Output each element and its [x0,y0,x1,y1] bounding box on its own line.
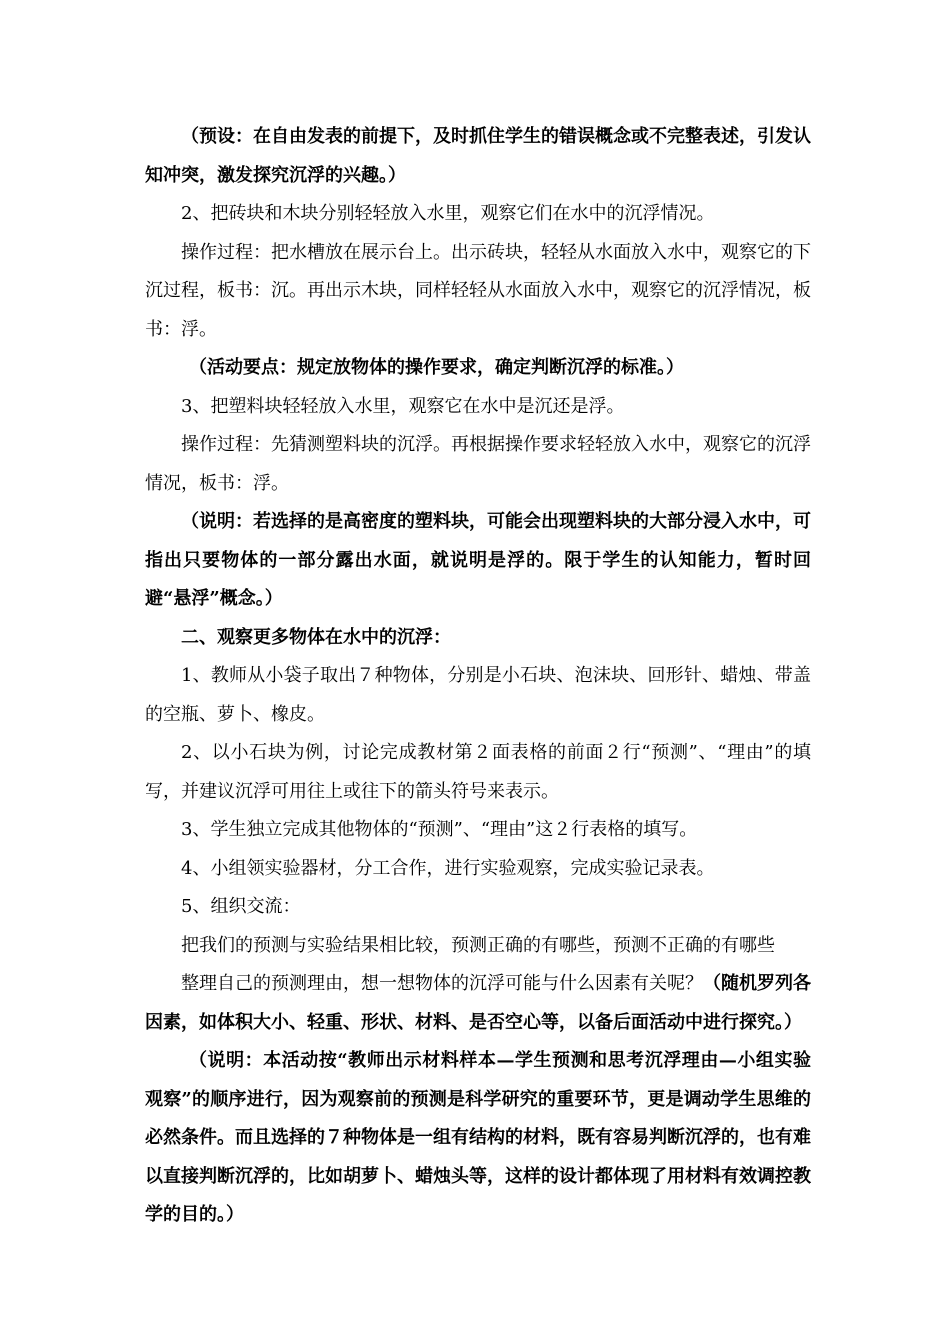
reasoning-prompt [145,965,811,1042]
comparison-prompt: 把我们的预测与实验结果相比较，预测正确的有哪些，预测不正确的有哪些 [181,934,775,956]
step-3-procedure: 操作过程：先猜测塑料块的沉浮。再根据操作要求轻轻放入水中，观察它的沉浮情况，板书：浮。 [145,434,811,494]
preset-note: （预设：在自由发表的前提下，及时抓住学生的错误概念或不完整表述，引发认知冲突，激发探究沉浮的兴趣。） [145,126,811,186]
step-3-heading: 3、把塑料块轻轻放入水里，观察它在水中是沉还是浮。 [181,395,625,417]
document-page [145,118,811,1235]
section-2-heading: 二、观察更多物体在水中的沉浮： [181,626,451,648]
plastic-block-note: （说明：若选择的是高密度的塑料块，可能会出现塑料块的大部分浸入水中，可指出只要物体的一部分露出水面，就说明是浮的。限于学生的认知能力，暂时回避“悬浮”概念。） [145,511,811,609]
step-2-procedure: 操作过程：把水槽放在展示台上。出示砖块，轻轻从水面放入水中，观察它的下沉过程，板书：沉。再出示木块，同样轻轻从水面放入水中，观察它的沉浮情况，板书：浮。 [145,241,811,340]
activity-key-point: （活动要点：规定放物体的操作要求，确定判断沉浮的标准。） [189,357,684,378]
section-2-step-5: 5、组织交流： [181,896,301,917]
section-2-step-1: 1、教师从小袋子取出７种物体，分别是小石块、泡沫块、回形针、蜡烛、带盖的空瓶、萝卜、橡皮。 [145,665,811,725]
section-2-step-4: 4、小组领实验器材，分工合作，进行实验观察，完成实验记录表。 [181,857,715,879]
reasoning-prompt-note: （随机罗列各因素，如体积大小、轻重、形状、材料、是否空心等，以备后面活动中进行探究。） [145,973,811,1033]
section-2-step-2: 2、以小石块为例，讨论完成教材第２面表格的前面２行“预测”、“理由”的填写，并建议沉浮可用往上或往下的箭头符号来表示。 [145,742,811,802]
activity-explanation: （说明：本活动按“教师出示材料样本—学生预测和思考沉浮理由—小组实验观察”的顺序进行，因为观察前的预测是科学研究的重要环节，更是调动学生思维的必然条件。而且选择的７种物体是一组有结构的材料，既有容易判断沉浮的，也有难以直接判断沉浮的，比如胡萝卜、蜡烛头等，这样的设计都体现了用材料有效调控教学的目的。） [145,1050,811,1225]
section-2-step-3: 3、学生独立完成其他物体的“预测”、“理由”这２行表格的填写。 [181,819,698,840]
step-2-heading: 2、把砖块和木块分别轻轻放入水里，观察它们在水中的沉浮情况。 [181,203,715,224]
reasoning-prompt-text: 整理自己的预测理由，想一想物体的沉浮可能与什么因素有关呢？ [181,973,703,994]
